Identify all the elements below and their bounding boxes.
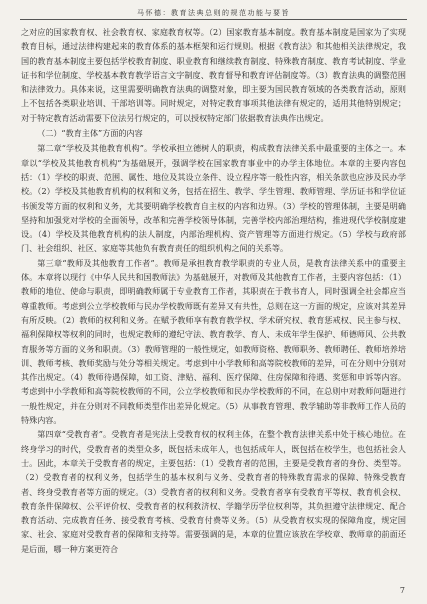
section-subheading: （二）“教育主体”方面的内容 — [37, 128, 143, 139]
header-divider — [20, 19, 407, 20]
running-header: 马怀德：教育法典总则的规范功能与要旨 — [137, 9, 290, 17]
paragraph-2: 第二章“学校及其他教育机构”。学校承担立德树人的职责，构成教育法律关系中最重要的主体之一。本章以“学校及其他教育机构”为基础展开，强调学校在国家教育事业中的办学主体地位。本章的主要内容包括：（1）学校的职责、范围、属性、地位及其设立条件、设立程序等一般性内容，相关条款也应涉及民办学校。（2）学校及其他教育机构的权利和义务，包括在招生、教学、学生管理、教师管理、学历证书和学位证书颁发等方面的权利和义务，尤其要明确学校教育自主权的内容和边界。（3）学校的管理体制，主要是明确坚持和加强党对学校的全面领导，改革和完善学校领导体制，完善学校内部治理结构，推进现代学校制度建设。（4）学校及其他教育机构的法人制度，内部治理机构、资产管理等方面进行规定。（5）学校与政府部门、社会组织、社区、家庭等其他负有教育责任的组织机构之间的关系等。 — [21, 143, 406, 254]
page-number: 7 — [399, 586, 405, 595]
paragraph-4: 第四章“受教育者”。受教育者是宪法上受教育权的权利主体，在整个教育法律关系中处于核心地位。在终身学习的时代，受教育者的类型众多，既包括未成年人，也包括成年人，既包括在校学生，也包括社会人士。因此，本章关于受教育者的规定，主要包括：（1）受教育者的范围，主要是受教育者的身份、类型等。（2）受教育者的权利义务，包括学生的基本权利与义务、受教育者的特殊教育需求的保障、特殊受教育者、终身受教育者等方面的规定。（3）受教育者的权利和义务。受教育者享有受教育平等权、教育机会权、教育条件保障权、公平评价权、受教育者的权利救济权、学籍学历学位权利等，其负担遵守法律规定、配合教育活动、完成教育任务、接受教育考核、受教育付费等义务。（5）从受教育权实现的保障角度，规定国家、社会、家庭对受教育者的保障和支持等。需要强调的是，本章的位置应该放在学校章、教师章的前面还是后面，哪一种方案更符合 — [21, 429, 406, 554]
body-text — [21, 25, 406, 556]
paragraph-1: 之对应的国家教育权、社会教育权、家庭教育权等。（2）国家教育基本制度。教育基本制度是国家为了实现教育目标，通过法律构建起来的教育体系的基本框架和运行规则。根据《教育法》和其他相关法律规定，我国的教育基本制度主要包括学校教育制度、职业教育和继续教育制度、特殊教育制度、教育考试制度、学业证书和学位制度、学校基本教育教学语言文字制度、教育督导和教育评估制度等。（3）教育法典的调整范围和法律效力。具体来说，这里需要明确教育法典的调整对象，即主要为国民教育领域的各类教育活动，原则上不包括各类职业培训、干部培训等。同时规定，对特定教育事项其他法律有规定的，适用其他特别规定；对于特定教育活动需要下位法另行规定的，可以授权特定部门依据教育法典作出规定。 — [21, 27, 406, 123]
paragraph-3: 第三章“教师及其他教育工作者”。教师是承担教育教学职责的专业人员，是教育法律关系中的重要主体。本章将以现行《中华人民共和国教师法》为基础展开，对教师及其他教育工作者，主要内容包括：（1）教师的地位、使命与职责，即明确教师属于专业教育工作者，其职责在于教书育人，同时强调全社会都应当尊重教师。考虑到公立学校教师与民办学校教师既有差异又有共性，总则在这一方面的规定，应该对其差异有所反映。（2）教师的权利和义务。在赋予教师享有教育教学权、学术研究权、教育惩戒权、民主参与权、福利保障权等权利的同时，也规定教师的遵纪守法、教育教学、育人、未成年学生保护、师德师风、公共教育服务等方面的义务和职责。（3）教师管理的一般性规定，如教师资格、教师职务、教师聘任、教师培养培训、教师考核、教师奖励与处分等相关规定。考虑到中小学教师和高等院校教师的差异，可在分则中分别对其作出规定。（4）教师待遇保障，如工资、津贴、福利、医疗保障、住房保障和待遇、奖惩和申诉等内容。考虑到中小学教师和高等院校教师的不同，公立学校教师和民办学校教师的不同，在总则中对教师问题进行一般性规定，并在分则对不同教师类型作出差异化规定。（5）从事教育管理、教学辅助等非教师工作人员的特殊内容。 — [21, 257, 406, 426]
